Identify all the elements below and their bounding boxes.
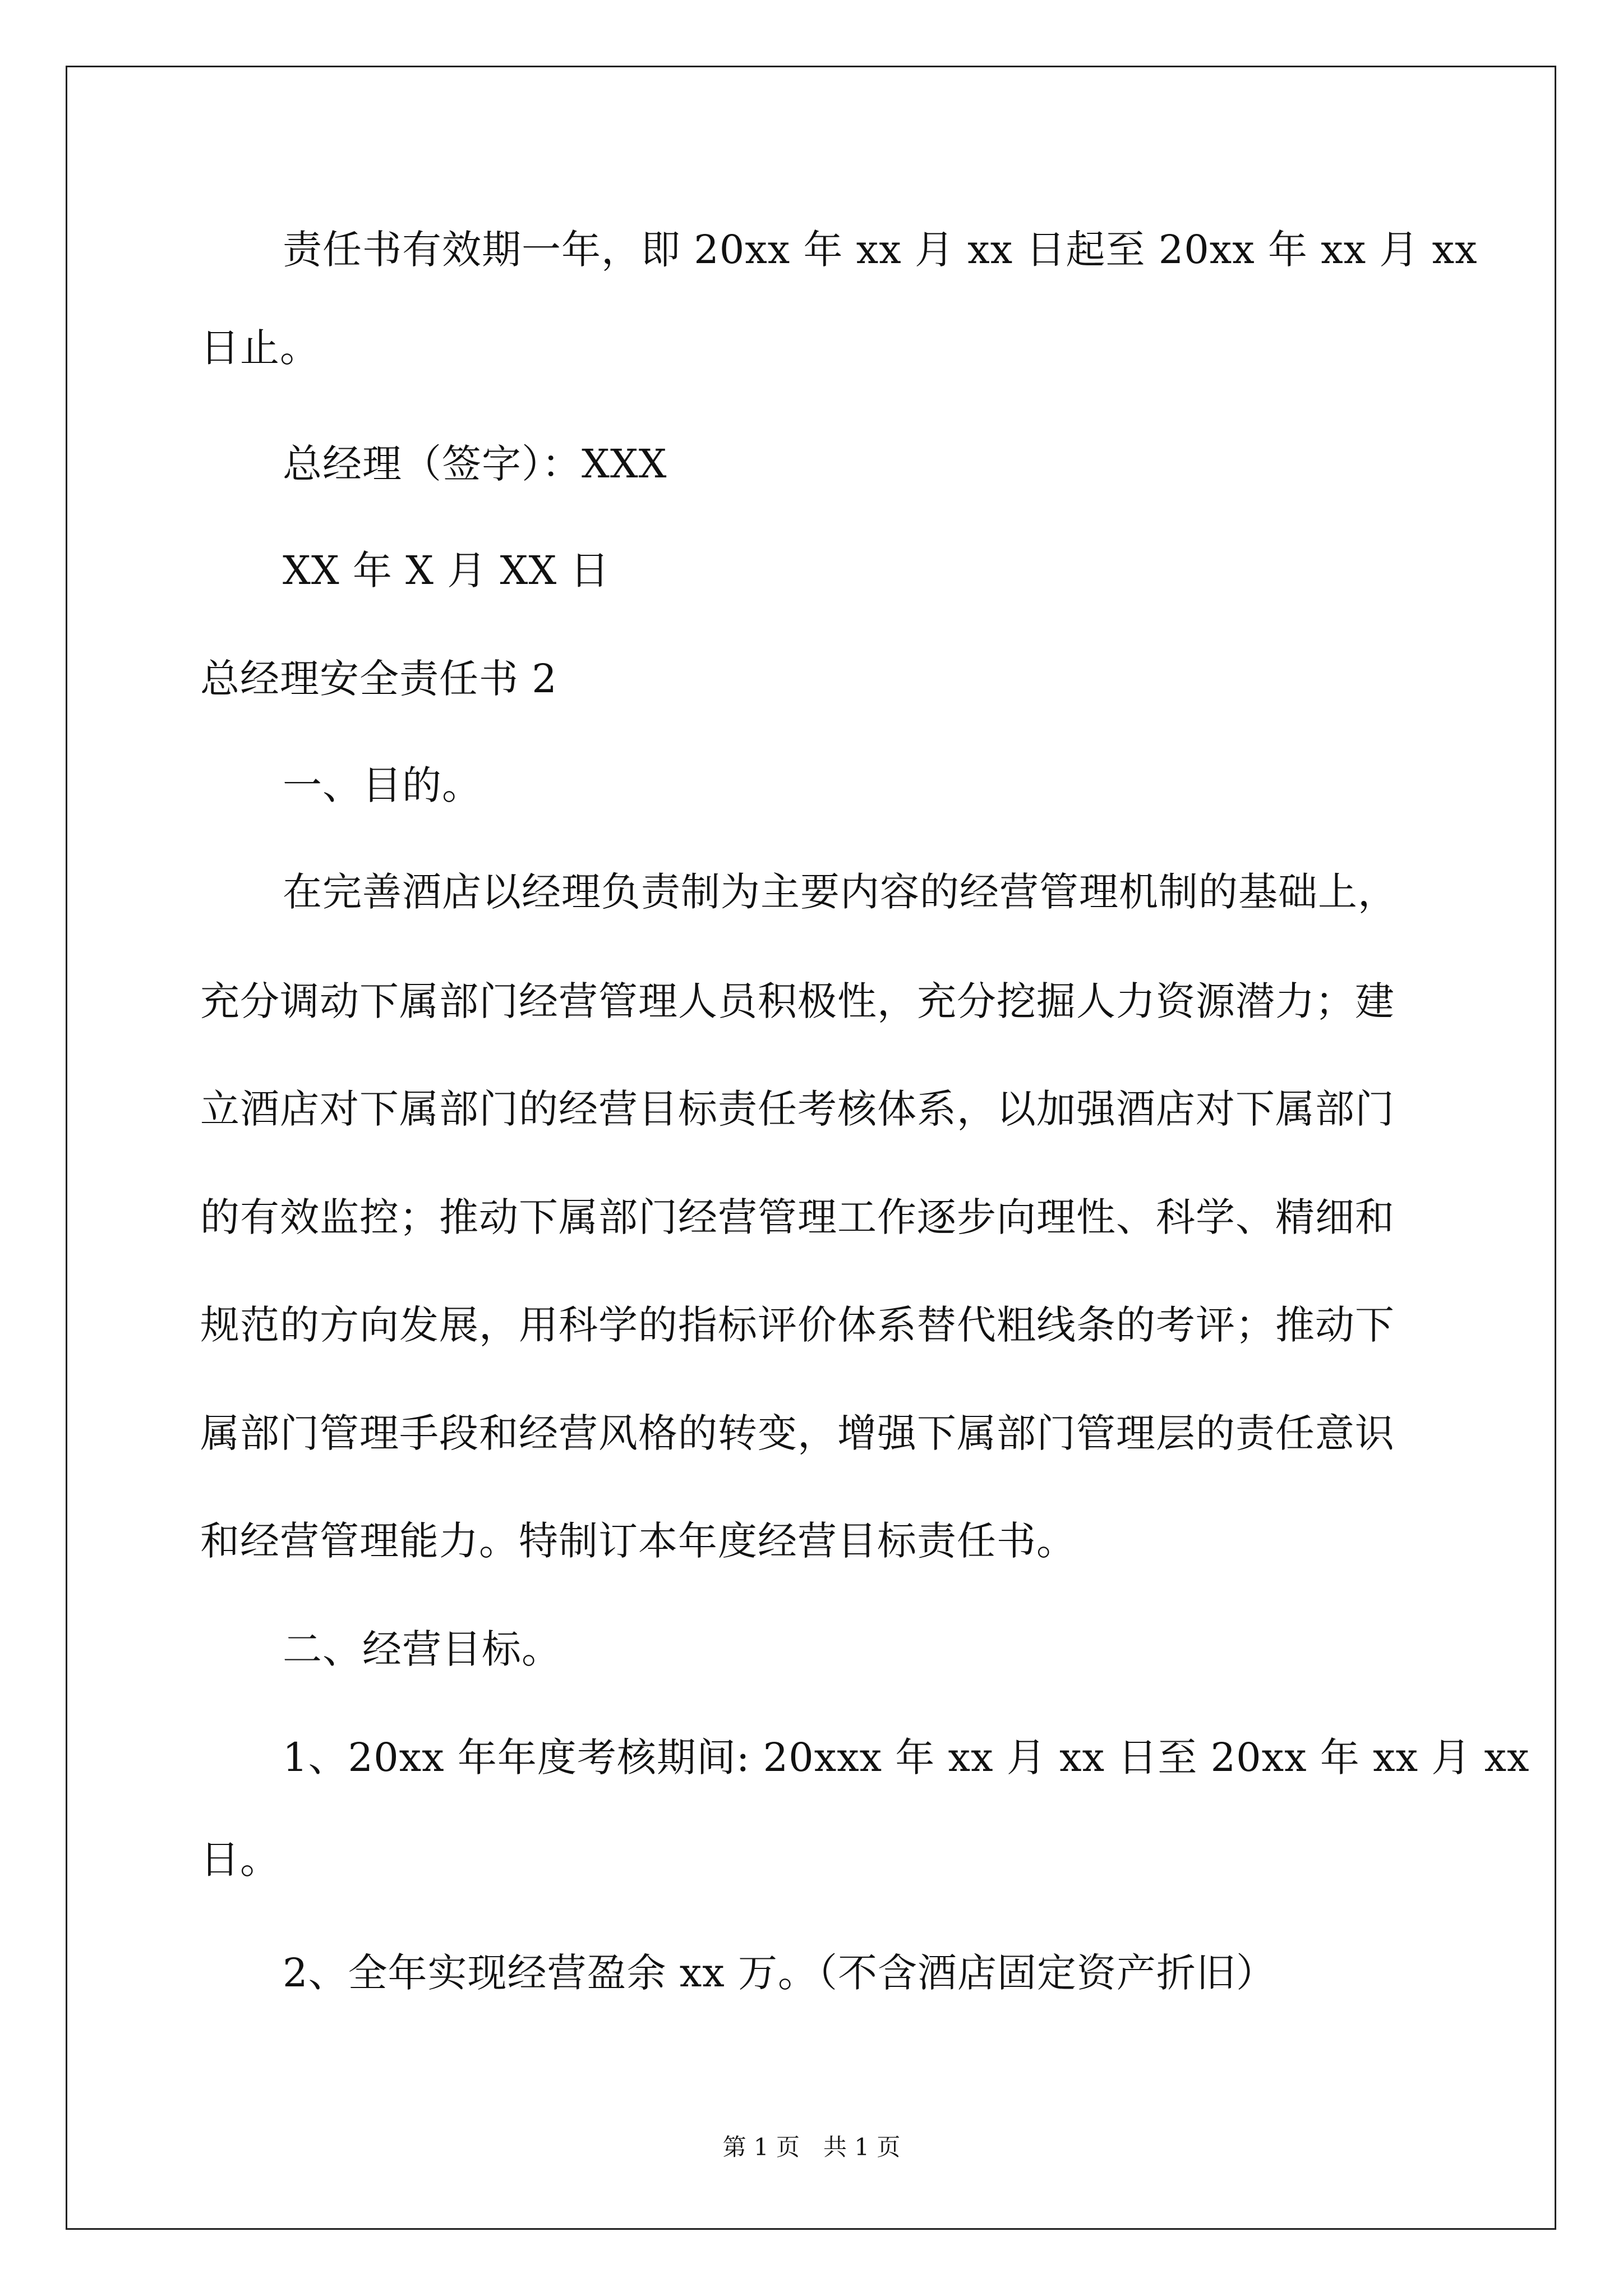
objective-2: 2、全年实现经营盈余 xx 万。（不含酒店固定资产折旧） [283, 1950, 1276, 1996]
purpose-line4: 的有效监控；推动下属部门经营管理工作逐步向理性、科学、精细和 [200, 1194, 1395, 1240]
purpose-line7: 和经营管理能力。特制订本年度经营目标责任书。 [200, 1518, 1076, 1564]
paragraph-validity-line2: 日止。 [200, 325, 320, 371]
page-footer: 第 1 页 共 1 页 [722, 2133, 901, 2161]
signature-line: 总经理（签字）：XXX [283, 441, 667, 487]
purpose-line1: 在完善酒店以经理负责制为主要内容的经营管理机制的基础上， [283, 869, 1398, 915]
heading-purpose: 一、目的。 [283, 762, 482, 808]
objective-1-line2: 日。 [200, 1837, 280, 1883]
purpose-line6: 属部门管理手段和经营风格的转变，增强下属部门管理层的责任意识 [200, 1410, 1395, 1456]
paragraph-validity-line1: 责任书有效期一年，即 20xx 年 xx 月 xx 日起至 20xx 年 xx 月 xx [283, 227, 1478, 273]
purpose-line5: 规范的方向发展，用科学的指标评价体系替代粗线条的考评；推动下 [200, 1302, 1395, 1348]
section-title: 总经理安全责任书 2 [200, 656, 557, 702]
page-border [66, 66, 1556, 2230]
purpose-line3: 立酒店对下属部门的经营目标责任考核体系，以加强酒店对下属部门 [200, 1086, 1395, 1132]
objective-1-line1: 1、20xx 年年度考核期间: 20xxx 年 xx 月 xx 日至 20xx 年 xx 月 xx [283, 1734, 1530, 1780]
date-line: XX 年 X 月 XX 日 [283, 547, 610, 593]
heading-objectives: 二、经营目标。 [283, 1626, 561, 1672]
purpose-line2: 充分调动下属部门经营管理人员积极性，充分挖掘人力资源潜力；建 [200, 978, 1395, 1024]
